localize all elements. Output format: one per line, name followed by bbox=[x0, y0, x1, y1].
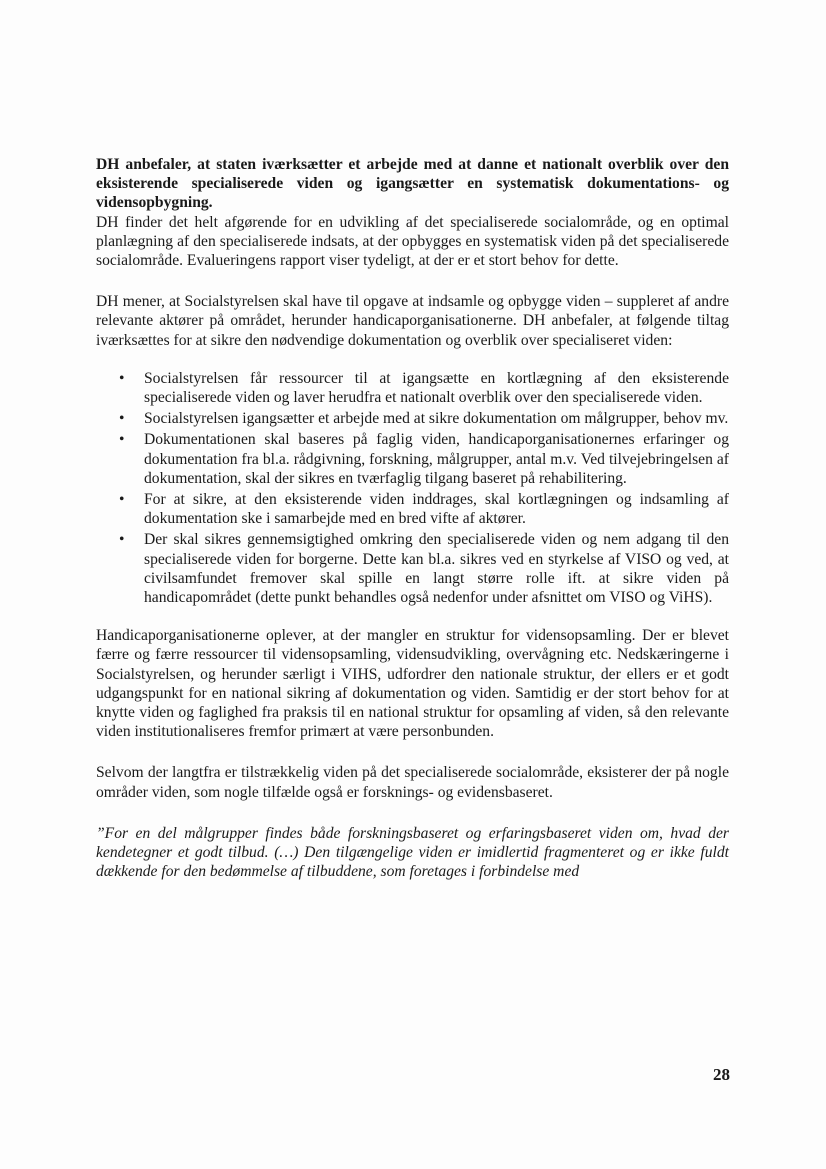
list-item-text: For at sikre, at den eksisterende viden inddrages, skal kortlægningen og indsamling af dokumentation ske i samarbejde med en bred vifte af aktører. bbox=[144, 491, 729, 528]
page-number: 28 bbox=[713, 1065, 730, 1084]
paragraph-rationale: DH finder det helt afgørende for en udvikling af det specialiserede socialområde, og en optimal planlægning af den specialiserede indsats, at der opbygges en systematisk viden på det specialiserede socialområde. Evalueringens rapport viser tydeligt, at der er et stort behov for dette. bbox=[96, 213, 729, 270]
bullet-icon: • bbox=[119, 531, 125, 549]
list-item bbox=[119, 490, 729, 528]
paragraph-organisations: Handicaporganisationerne oplever, at der mangler en struktur for vidensopsamling. Der er blevet færre og færre ressourcer til vidensopsamling, vidensudvikling, overvågning etc. Nedskæringerne i Socialstyrelsen, og herunder særligt i VIHS, udfordrer den nationale struktur, der ellers er et godt udgangspunkt for en national sikring af dokumentation og viden. Samtidig er der stort behov for at knytte viden og faglighed fra praksis til en national struktur for opsamling af viden, så den relevante viden institutionaliseres fremfor primært at være personbunden. bbox=[96, 627, 729, 741]
list-item bbox=[119, 430, 729, 488]
paragraph-dh-opinion: DH mener, at Socialstyrelsen skal have til opgave at indsamle og opbygge viden – suppleret af andre relevante aktører på området, herunder handicaporganisationerne. DH anbefaler, at følgende tiltag iværksættes for at sikre den nødvendige dokumentation og overblik over specialiseret viden: bbox=[96, 293, 729, 349]
quotation: ”For en del målgrupper findes både forskningsbaseret og erfaringsbaseret viden om, hvad der kendetegner et godt tilbud. (…) Den tilgængelige viden er imidlertid fragmenteret og er ikke fuldt dækkende for den bedømmelse af tilbuddene, som foretages i forbindelse med bbox=[96, 824, 729, 881]
bullet-icon: • bbox=[119, 491, 125, 509]
paragraph-existing-knowledge: Selvom der langtfra er tilstrækkelig viden på det specialiserede socialområde, eksisterer der på nogle områder viden, som nogle tilfælde også er forsknings- og evidensbaseret. bbox=[96, 764, 729, 801]
bullet-icon: • bbox=[119, 410, 125, 428]
page-content bbox=[96, 155, 729, 882]
list-item-text: Der skal sikres gennemsigtighed omkring den specialiserede viden og nem adgang til den specialiserede viden for borgerne. Dette kan bl.a. sikres ved en styrkelse af VISO og ved, at civilsamfundet fremover skal spille en langt større rolle ift. at sikre viden på handicapområdet (dette punkt behandles også nedenfor under afsnittet om VISO og ViHS). bbox=[144, 531, 729, 607]
list-item bbox=[119, 530, 729, 607]
recommendation-heading: DH anbefaler, at staten iværksætter et arbejde med at danne et nationalt overblik over den eksisterende specialiserede viden og igangsætter en systematisk dokumentations- og vidensopbygning. bbox=[96, 156, 729, 212]
list-item-text: Dokumentationen skal baseres på faglig viden, handicaporganisationernes erfaringer og dokumentation fra bl.a. rådgivning, forskning, målgrupper, antal m.v. Ved tilvejebringelsen af dokumentation, skal der sikres en tværfaglig tilgang baseret på rehabilitering. bbox=[144, 431, 729, 487]
list-item bbox=[119, 369, 729, 407]
bullet-icon: • bbox=[119, 431, 125, 449]
recommendation-list bbox=[96, 369, 729, 607]
list-item-text: Socialstyrelsen får ressourcer til at igangsætte en kortlægning af den eksisterende specialiserede viden og laver herudfra et nationalt overblik over den specialiserede viden. bbox=[144, 369, 729, 407]
list-item bbox=[119, 409, 729, 428]
bullet-icon: • bbox=[119, 369, 125, 387]
list-item-text: Socialstyrelsen igangsætter et arbejde med at sikre dokumentation om målgrupper, behov mv. bbox=[144, 410, 729, 428]
